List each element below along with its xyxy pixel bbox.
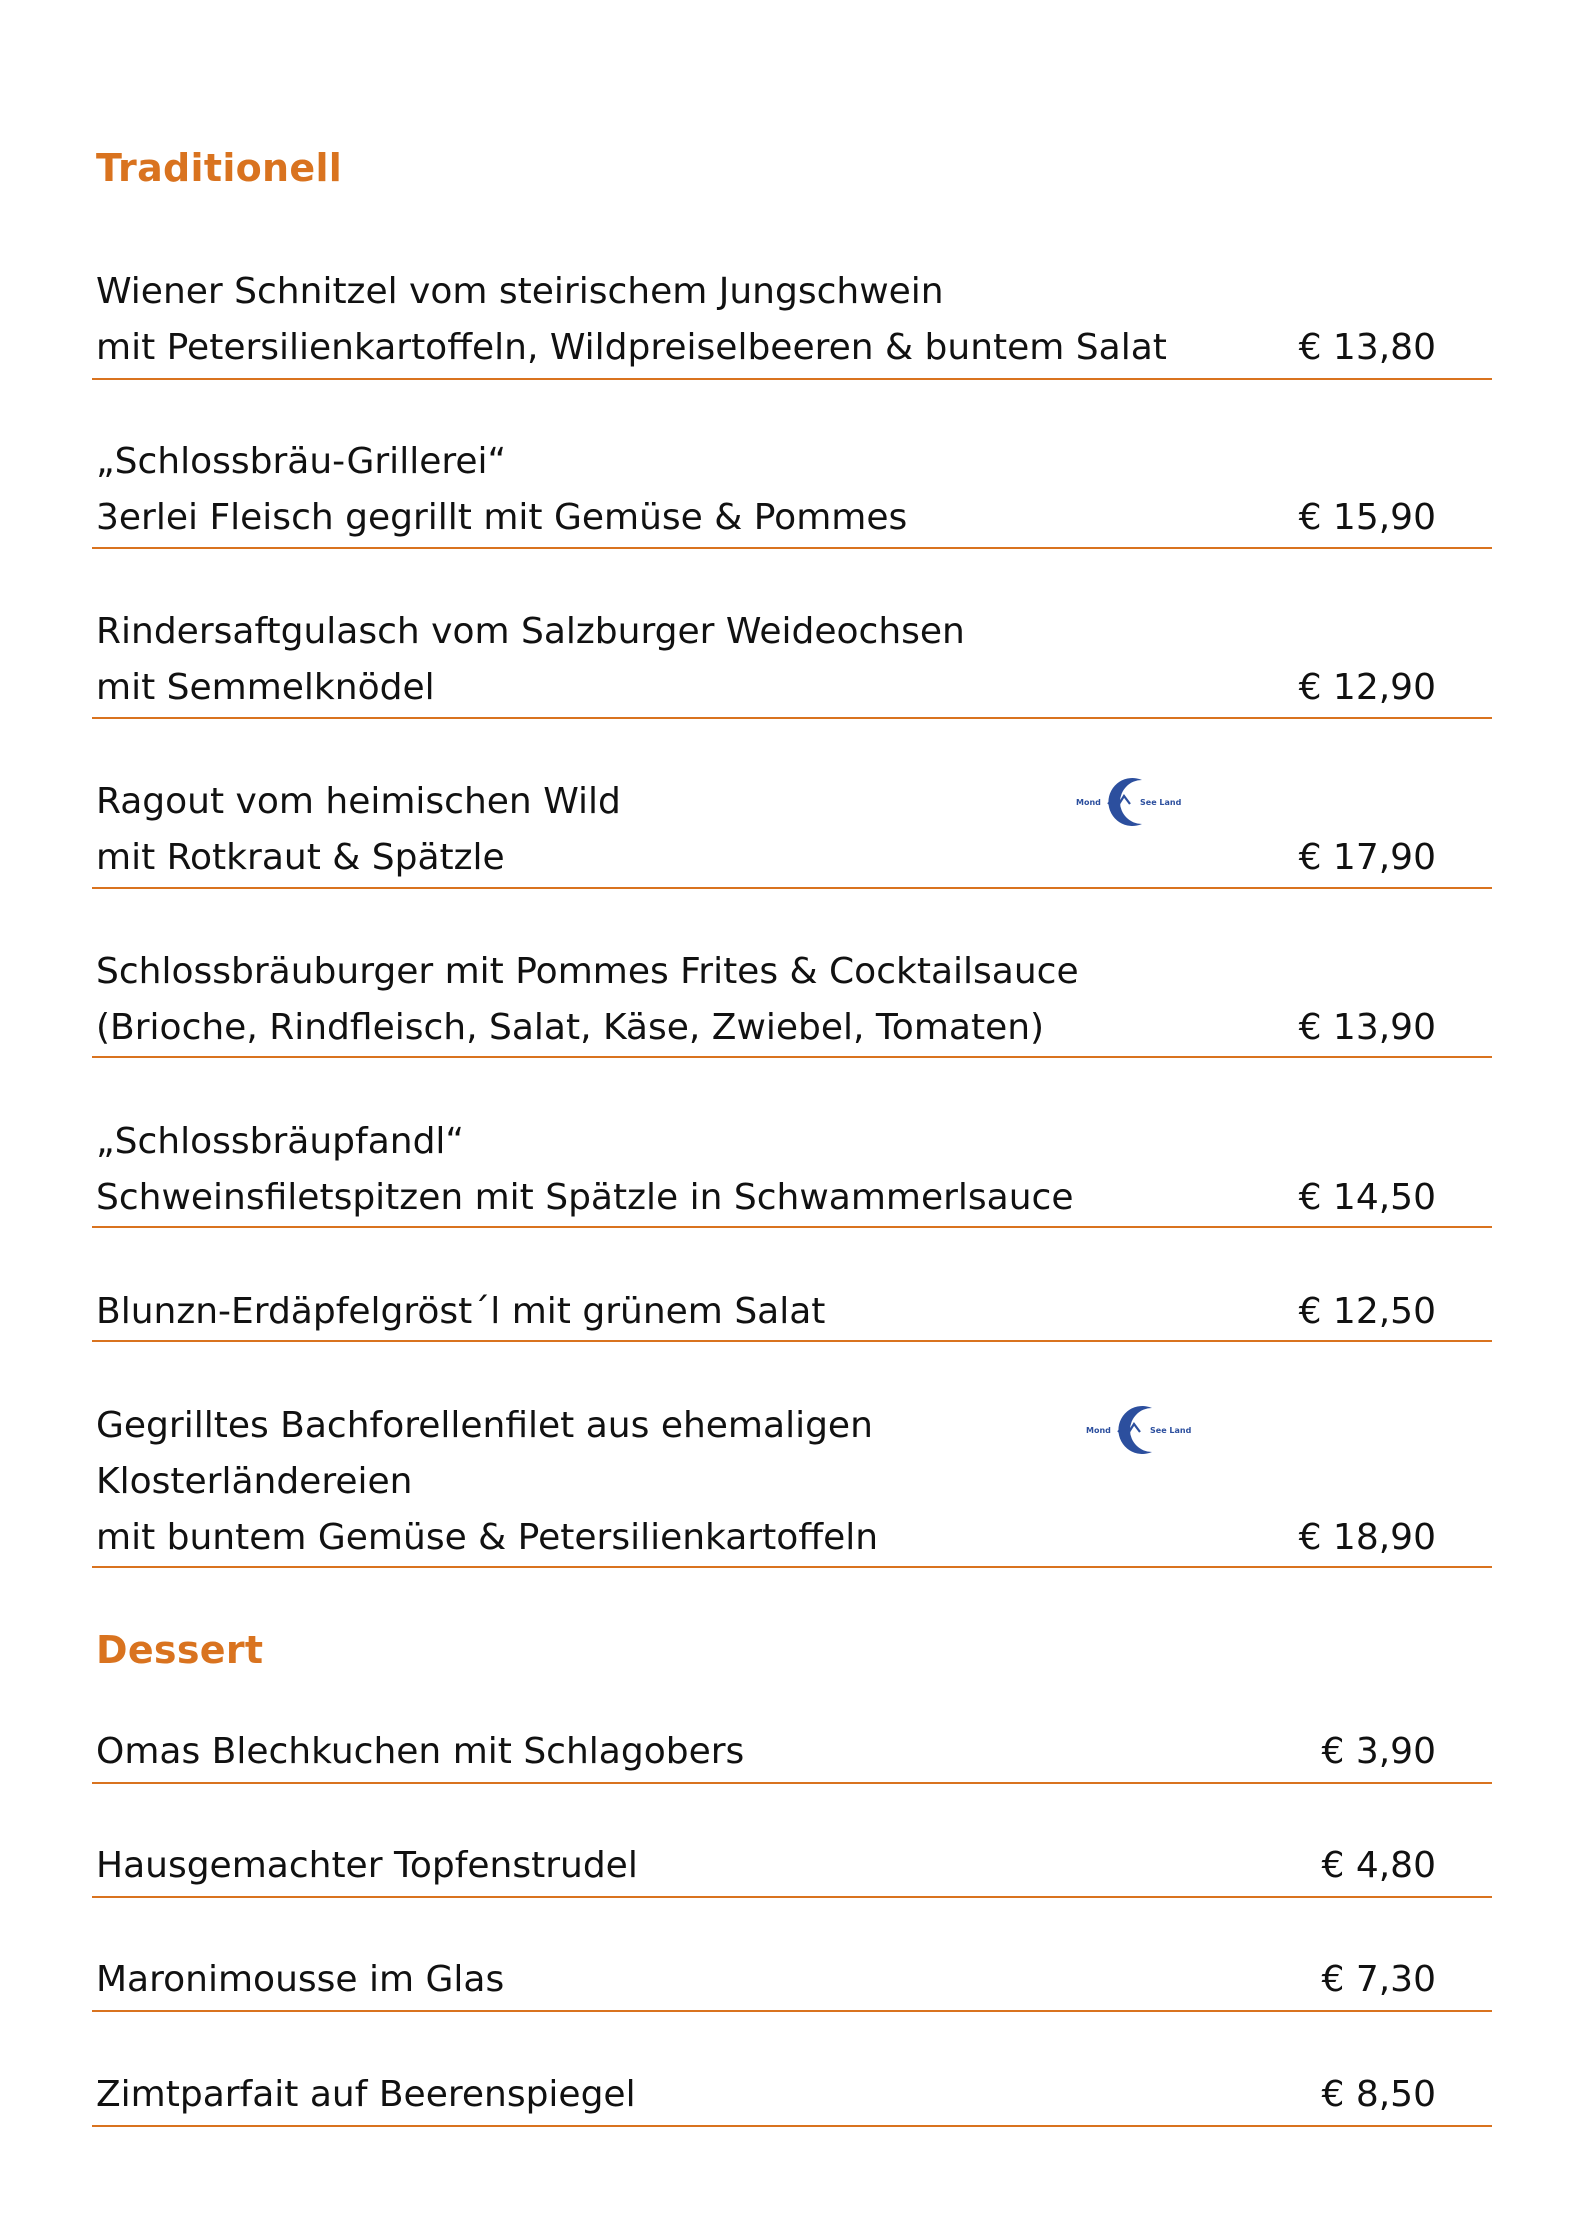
item-price: € 17,90 <box>1298 837 1436 878</box>
menu-item <box>92 610 1492 719</box>
item-price: € 14,50 <box>1298 1177 1436 1218</box>
section-heading-dessert: Dessert <box>96 1628 264 1672</box>
menu-item <box>92 1404 1492 1568</box>
item-description: Schweinsfiletspitzen mit Spätzle in Schwammerlsauce <box>96 1177 1074 1218</box>
menu-item <box>92 270 1492 380</box>
item-price: € 18,90 <box>1298 1517 1436 1558</box>
menu-item <box>92 950 1492 1058</box>
logo-text-right: See Land <box>1150 1426 1192 1435</box>
item-name: Wiener Schnitzel vom steirischem Jungschwein <box>96 271 944 312</box>
item-description: mit Semmelknödel <box>96 667 435 708</box>
menu-item <box>92 1958 1492 2012</box>
item-name: „Schlossbräu-Grillerei“ <box>96 441 507 482</box>
item-description: (Brioche, Rindfleisch, Salat, Käse, Zwiebel, Tomaten) <box>96 1007 1045 1048</box>
item-name: Maronimousse im Glas <box>96 1959 505 2000</box>
menu-item <box>92 1730 1492 1784</box>
item-name: „Schlossbräupfandl“ <box>96 1121 465 1162</box>
item-description: mit Petersilienkartoffeln, Wildpreiselbeeren & buntem Salat <box>96 327 1167 368</box>
section-heading-traditionell: Traditionell <box>96 146 343 190</box>
item-name: Omas Blechkuchen mit Schlagobers <box>96 1731 745 1772</box>
menu-item <box>92 1844 1492 1898</box>
item-description: 3erlei Fleisch gegrillt mit Gemüse & Pommes <box>96 497 908 538</box>
item-name: Zimtparfait auf Beerenspiegel <box>96 2074 636 2115</box>
item-name: Hausgemachter Topfenstrudel <box>96 1845 638 1886</box>
mondseeland-logo <box>1072 774 1182 830</box>
item-name: Gegrilltes Bachforellenfilet aus ehemaligen <box>96 1405 873 1446</box>
item-name: Blunzn-Erdäpfelgröst´l mit grünem Salat <box>96 1291 826 1332</box>
item-price: € 12,50 <box>1298 1291 1436 1332</box>
item-description: mit buntem Gemüse & Petersilienkartoffeln <box>96 1517 879 1558</box>
item-price: € 7,30 <box>1321 1959 1436 2000</box>
item-price: € 3,90 <box>1321 1731 1436 1772</box>
mondseeland-logo <box>1082 1402 1192 1458</box>
item-price: € 13,80 <box>1298 327 1436 368</box>
item-price: € 15,90 <box>1298 497 1436 538</box>
item-price: € 12,90 <box>1298 667 1436 708</box>
item-price: € 13,90 <box>1298 1007 1436 1048</box>
item-price: € 8,50 <box>1321 2074 1436 2115</box>
item-name-continued: Klosterländereien <box>96 1461 413 1502</box>
item-name: Schlossbräuburger mit Pommes Frites & Cocktailsauce <box>96 951 1079 992</box>
menu-item <box>92 440 1492 549</box>
menu-item <box>92 2073 1492 2127</box>
item-description: mit Rotkraut & Spätzle <box>96 837 505 878</box>
item-name: Ragout vom heimischen Wild <box>96 781 621 822</box>
item-name: Rindersaftgulasch vom Salzburger Weideochsen <box>96 611 965 652</box>
item-price: € 4,80 <box>1321 1845 1436 1886</box>
logo-text-left: Mond <box>1076 798 1101 807</box>
logo-text-left: Mond <box>1086 1426 1111 1435</box>
logo-text-right: See Land <box>1140 798 1182 807</box>
menu-item <box>92 1290 1492 1342</box>
menu-item <box>92 780 1492 889</box>
menu-item <box>92 1120 1492 1228</box>
